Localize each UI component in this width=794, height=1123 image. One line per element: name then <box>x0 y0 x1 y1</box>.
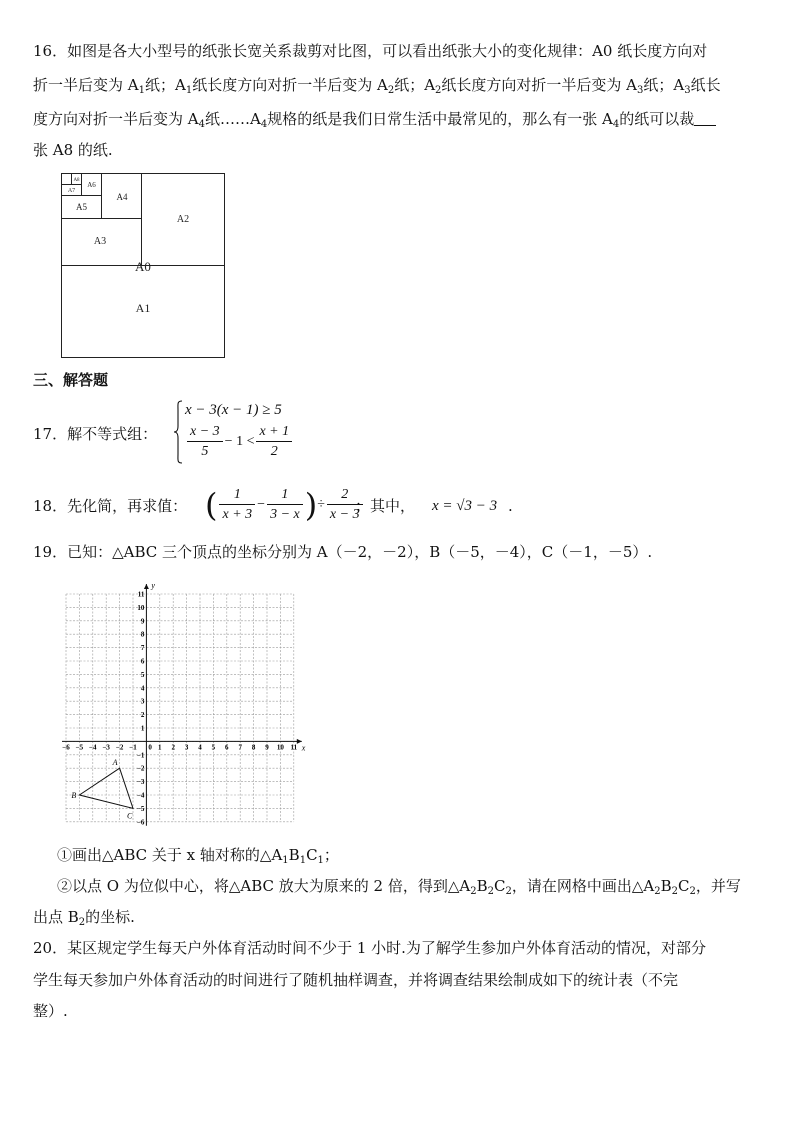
q20-line3: 整）. <box>33 1002 68 1020</box>
x-tick-label: 8 <box>251 743 256 752</box>
x-tick-label: −1 <box>129 743 137 752</box>
y-tick-label: 8 <box>140 630 145 639</box>
vertex-label-a: A <box>112 758 118 768</box>
y-tick-label: 1 <box>140 724 145 733</box>
paper-size-figure <box>60 172 228 360</box>
y-tick-label: 7 <box>140 644 145 653</box>
coordinate-grid <box>56 580 310 826</box>
label-a4: A4 <box>116 192 128 202</box>
y-tick-label: 10 <box>137 603 145 612</box>
label-a8: A8 <box>73 178 80 183</box>
y-axis-arrow <box>144 584 149 589</box>
label-a3: A3 <box>93 236 107 247</box>
x-tick-label: 5 <box>211 743 216 752</box>
y-tick-label: −6 <box>136 818 145 826</box>
x-tick-label: −6 <box>62 743 70 752</box>
vertex-label-c: C <box>127 811 133 821</box>
label-a0: A0 <box>135 259 151 274</box>
x-tick-label: −4 <box>89 743 97 752</box>
q19-task2-line1: ②以点 O 为位似中心，将△ABC 放大为原来的 2 倍，得到$\triangle A_2B_2C_2$，请在网格中画出$\triangle A_2B_2C_2$，并写 <box>57 877 741 897</box>
q20-line1: 20．某区规定学生每天户外体育活动时间不少于 1 小时.为了解学生参加户外体育活动的情况，对部分 <box>33 939 706 957</box>
x-tick-label: 7 <box>238 743 242 752</box>
x-tick-label: −2 <box>115 743 124 752</box>
q18-label: 18．先化简，再求值： <box>33 497 188 515</box>
q16-line1: 16．如图是各大小型号的纸张长宽关系裁剪对比图，可以看出纸张大小的变化规律：A0 纸长度方向对 <box>33 42 708 60</box>
q19-label: 19．已知：△ABC 三个顶点的坐标分别为 A（－2，－2），B（－5，－4），C（－1，－5）. <box>33 543 653 561</box>
y-tick-label: −2 <box>136 764 145 773</box>
label-a1: A1 <box>135 301 151 315</box>
x-tick-label: −5 <box>75 743 84 752</box>
x-tick-label: 9 <box>265 743 269 752</box>
x-tick-label: 1 <box>158 743 162 752</box>
x-tick-label: 10 <box>276 743 284 752</box>
q16-line3: 度方向对折一半后变为 $A_4$纸$\dots\dots A_4$规格的纸是我们日常生活中最常见的，那么有一张 $A_4$的纸可以裁 <box>33 111 716 127</box>
origin-label: 0 <box>148 743 152 752</box>
y-tick-label: 4 <box>140 684 145 693</box>
q17-label: 17．解不等式组： <box>33 425 158 443</box>
label-a6: A6 <box>87 181 96 189</box>
section-title: 三、解答题 <box>33 371 109 389</box>
y-axis-label: y <box>151 581 155 590</box>
y-tick-label: 3 <box>140 697 145 706</box>
x-tick-label: 11 <box>290 743 298 752</box>
x-tick-label: −3 <box>102 743 110 752</box>
label-a2: A2 <box>176 214 190 225</box>
y-tick-label: −3 <box>136 778 145 787</box>
y-tick-label: −5 <box>136 804 145 813</box>
q17-inequality-1: x − 3(x − 1) ≥ 5 <box>185 402 282 418</box>
y-tick-label: −1 <box>136 751 145 760</box>
x-tick-label: 6 <box>225 743 229 752</box>
q18-value: x = √3 − 3 <box>432 498 498 514</box>
x-axis-label: x <box>301 743 306 753</box>
y-tick-label: 2 <box>140 711 145 720</box>
q16-line4: 张 A8 的纸. <box>33 141 113 159</box>
x-tick-label: 3 <box>184 743 189 752</box>
y-tick-label: 5 <box>140 670 145 679</box>
q19-task2-line2: 出点 $B_2$的坐标. <box>33 908 135 928</box>
q19-task1: ①画出△ABC 关于 x 轴对称的$\triangle A_1B_1C_1$； <box>57 846 339 866</box>
answer-blank[interactable] <box>694 111 716 126</box>
q20-line2: 学生每天参加户外体育活动的时间进行了随机抽样调查，并将调查结果绘制成如下的统计表（不完 <box>33 971 679 989</box>
label-a5: A5 <box>76 202 87 212</box>
x-tick-label: 4 <box>198 743 202 752</box>
q17-system <box>173 400 293 466</box>
q17-inequality-2: $\frac{x - 3}{5}$ − 1 < $\frac{x + 1}{2}$ <box>185 424 294 460</box>
y-tick-label: 11 <box>137 590 145 599</box>
q18-period: . <box>508 497 513 515</box>
q18-where: ；其中， <box>355 497 416 515</box>
y-tick-label: 9 <box>140 617 145 626</box>
vertex-label-b: B <box>71 791 77 800</box>
y-tick-label: 6 <box>140 657 145 666</box>
x-tick-label: 2 <box>171 743 175 752</box>
label-a7: A7 <box>67 188 76 194</box>
y-tick-label: −4 <box>136 791 145 800</box>
q18-expression: ( $\frac{1}{x + 3}$ − $\frac{1}{3 - x}$ )÷ $\frac{2}{x - 3}$ <box>205 486 365 524</box>
q16-line2: 折一半后变为 $A_1$纸；$A_1$纸长度方向对折一半后变为 $A_2$纸；$A_2$纸长度方向对折一半后变为 $A_3$纸；$A_3$纸长 <box>33 76 721 96</box>
